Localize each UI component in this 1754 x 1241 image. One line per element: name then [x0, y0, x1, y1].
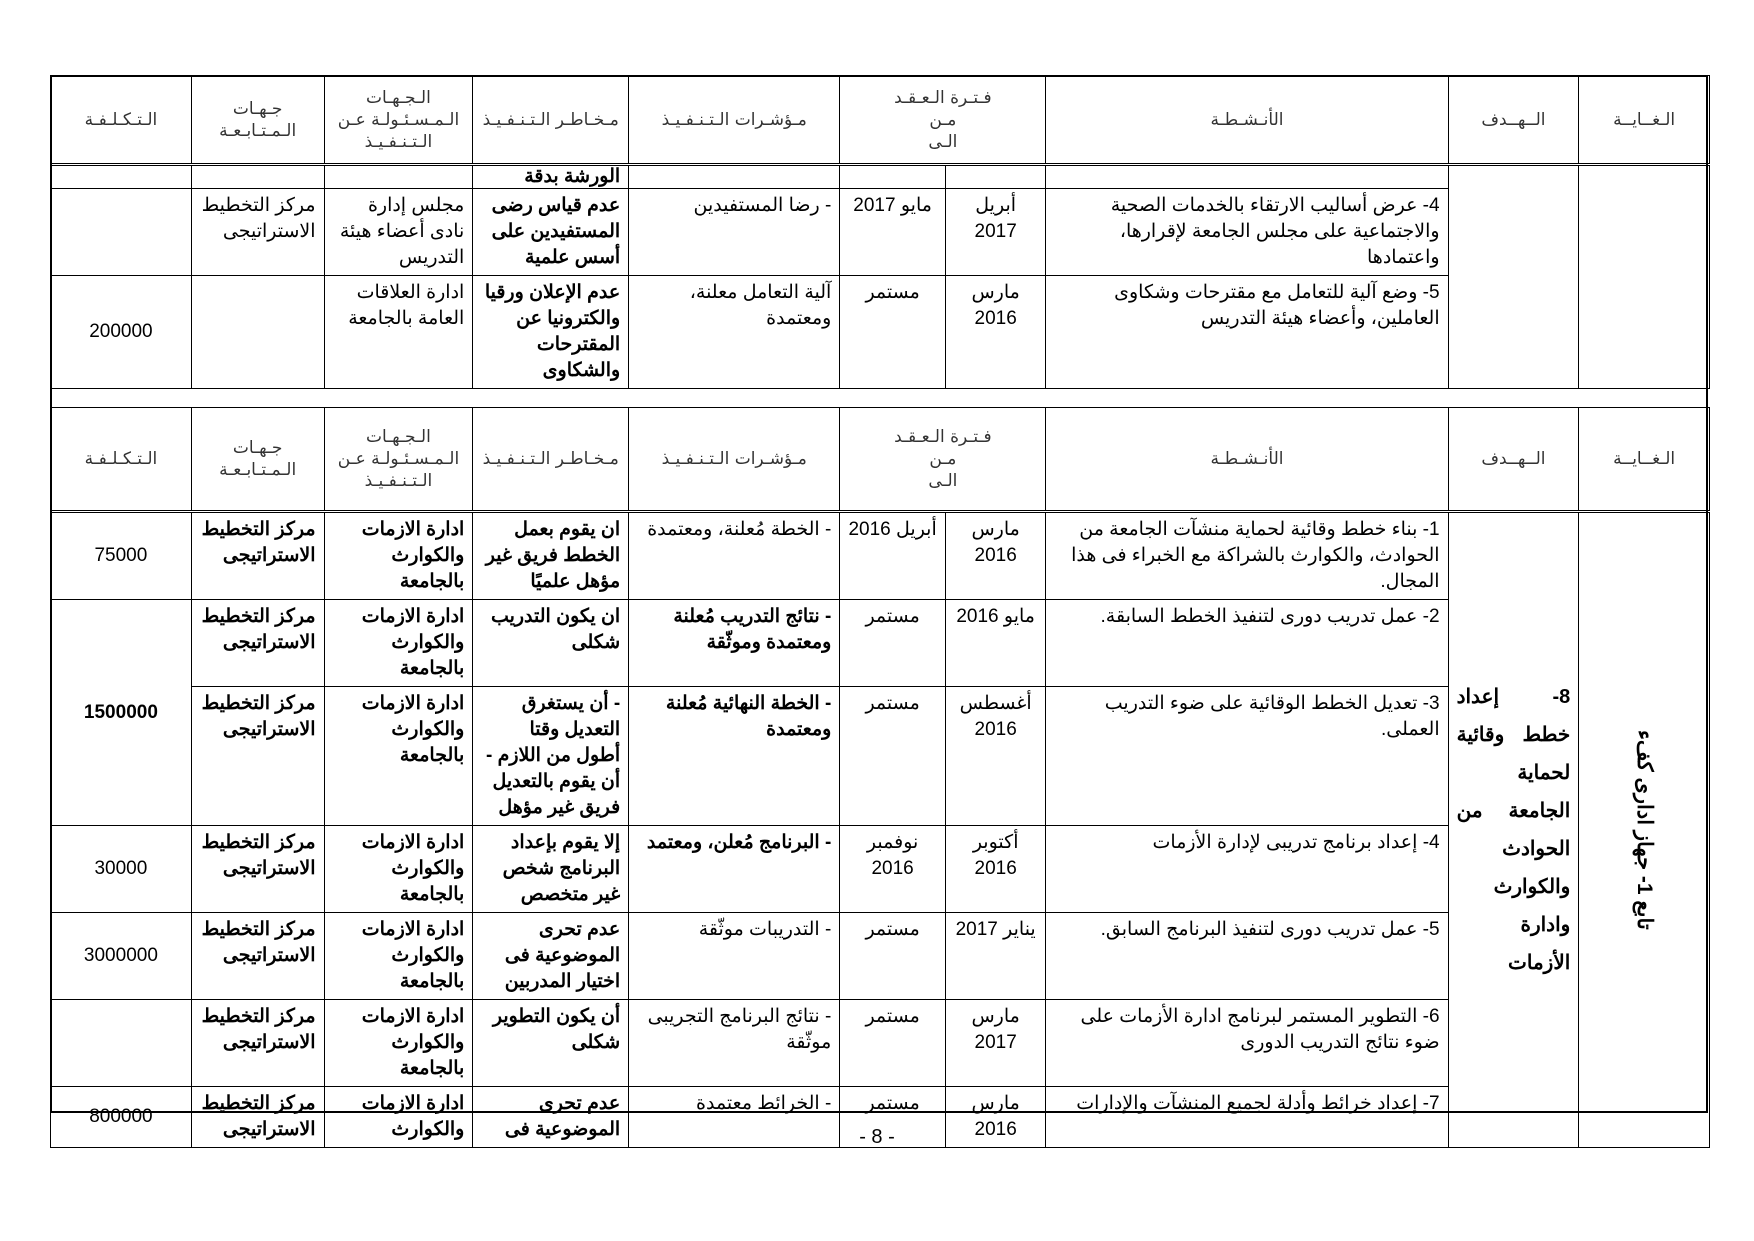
to-cell: مستمر — [840, 913, 946, 1000]
risk-cell: ان يقوم بعمل الخطط فريق غير مؤهل علميًا — [473, 512, 629, 600]
monitoring-cell: مركز التخطيط الاستراتيجى — [191, 189, 324, 276]
from-cell: أغسطس 2016 — [945, 687, 1046, 826]
responsible-cell: ادارة الازمات والكوارث بالجامعة — [324, 600, 473, 687]
header-cost: الـتـكـلـفـة — [51, 408, 192, 512]
activity-cell: 7- إعداد خرائط وأدلة لجميع المنشآت والإدارات — [1046, 1087, 1448, 1148]
header-activities: الأنـشـطـة — [1046, 76, 1448, 165]
header-responsible: الـجـهـات الـمـسـئـولـة عـن الـتـنـفـيـذ — [324, 408, 473, 512]
to-cell: مايو 2017 — [840, 189, 946, 276]
header-cost: الـتـكـلـفـة — [51, 76, 192, 165]
from-cell: مارس 2016 — [945, 1087, 1046, 1148]
objective-text: 8- إعداد خطط وقائية لحماية الجامعة من الحوادث والكوارث وادارة الأزمات — [1456, 686, 1571, 974]
responsible-cell: ادارة الازمات والكوارث — [324, 1087, 473, 1148]
risk-cell: أن يكون التطوير شكلى — [473, 1000, 629, 1087]
header-period-from: مـن — [929, 449, 957, 469]
responsible-cell: ادارة الازمات والكوارث بالجامعة — [324, 826, 473, 913]
header-indicators: مـؤشـرات الـتـنـفـيـذ — [629, 408, 840, 512]
activity-cell: 4- عرض أساليب الارتقاء بالخدمات الصحية والاجتماعية على مجلس الجامعة لإقرارها، واعتمادها — [1046, 189, 1448, 276]
table-row — [51, 512, 1710, 600]
header-goal: الـغــايــة — [1579, 76, 1710, 165]
header-responsible: الـجـهـات الـمـسـئـولـة عـن الـتـنـفـيـذ — [324, 76, 473, 165]
to-cell: مستمر — [840, 1000, 946, 1087]
cost-cell — [51, 1000, 192, 1087]
header-period-title: فـتـرة الـعـقـد — [894, 87, 992, 108]
responsible-cell: ادارة العلاقات العامة بالجامعة — [324, 276, 473, 389]
indicator-cell: - نتائج البرنامج التجريبى موثّقة — [629, 1000, 840, 1087]
to-cell: مستمر — [840, 600, 946, 687]
indicator-cell: - الخطة النهائية مُعلنة ومعتمدة — [629, 687, 840, 826]
indicator-cell: آلية التعامل معلنة، ومعتمدة — [629, 276, 840, 389]
risk-cell: - أن يستغرق التعديل وقتا أطول من اللازم - أن يقوم بالتعديل فريق غير مؤهل — [473, 687, 629, 826]
cost-cell: 75000 — [51, 512, 192, 600]
monitoring-cell: مركز التخطيط الاستراتيجى — [191, 913, 324, 1000]
from-cell: مارس 2017 — [945, 1000, 1046, 1087]
cost-cell — [51, 189, 192, 276]
activity-cell: 1- بناء خطط وقائية لحماية منشآت الجامعة من الحوادث، والكوارث بالشراكة مع الخبراء فى هذا المجال. — [1046, 512, 1448, 600]
cost-cell — [51, 165, 192, 189]
cost-cell: 30000 — [51, 826, 192, 913]
to-cell: مستمر — [840, 1087, 946, 1148]
indicator-cell: - البرنامج مُعلن، ومعتمد — [629, 826, 840, 913]
cost-cell: 3000000 — [51, 913, 192, 1000]
cost-cell: 800000 — [51, 1087, 192, 1148]
monitoring-cell: مركز التخطيط الاستراتيجى — [191, 826, 324, 913]
activity-cell: 6- التطوير المستمر لبرنامج ادارة الأزمات على ضوء نتائج التدريب الدورى — [1046, 1000, 1448, 1087]
indicator-cell: - التدريبات موثّقة — [629, 913, 840, 1000]
plan-table-top — [50, 75, 1710, 389]
monitoring-cell: مركز التخطيط الاستراتيجى — [191, 600, 324, 687]
goal-cell — [1579, 165, 1710, 389]
from-cell: مايو 2016 — [945, 600, 1046, 687]
risk-cell: عدم الإعلان ورقيا والكترونيا عن المقترحات والشكاوى — [473, 276, 629, 389]
table-header-row — [51, 76, 1710, 165]
to-cell: أبريل 2016 — [840, 512, 946, 600]
header-period-to: الـى — [928, 471, 958, 491]
plan-table-bottom — [50, 407, 1710, 1148]
header-period — [840, 408, 1046, 512]
monitoring-cell — [191, 165, 324, 189]
header-objective: الــهــدف — [1448, 408, 1579, 512]
indicator-cell: - رضا المستفيدين — [629, 189, 840, 276]
from-cell: أكتوبر 2016 — [945, 826, 1046, 913]
goal-text: تابع 1- جهاز ادارى كفء — [1633, 730, 1657, 930]
to-cell: مستمر — [840, 687, 946, 826]
activity-cell: 2- عمل تدريب دورى لتنفيذ الخطط السابقة. — [1046, 600, 1448, 687]
header-monitoring: جـهـات الـمـتـابـعـة — [191, 76, 324, 165]
cost-cell: 200000 — [51, 276, 192, 389]
responsible-cell: ادارة الازمات والكوارث بالجامعة — [324, 913, 473, 1000]
header-objective: الــهــدف — [1448, 76, 1579, 165]
monitoring-cell: مركز التخطيط الاستراتيجى — [191, 1000, 324, 1087]
risk-cell: عدم تحرى الموضوعية فى — [473, 1087, 629, 1148]
to-cell: مستمر — [840, 276, 946, 389]
monitoring-cell: مركز التخطيط الاستراتيجى — [191, 1087, 324, 1148]
indicator-cell: - الخطة مُعلنة، ومعتمدة — [629, 512, 840, 600]
objective-cell — [1448, 512, 1579, 1148]
header-period-to: الـى — [928, 131, 958, 152]
header-period — [840, 76, 1046, 165]
monitoring-cell: مركز التخطيط الاستراتيجى — [191, 512, 324, 600]
risk-cell: إلا يقوم بإعداد البرنامج شخص غير متخصص — [473, 826, 629, 913]
cost-cell: 1500000 — [51, 600, 192, 826]
header-period-from: مـن — [929, 109, 957, 130]
risk-cell: عدم تحرى الموضوعية فى اختيار المدربين — [473, 913, 629, 1000]
header-monitoring: جـهـات الـمـتـابـعـة — [191, 408, 324, 512]
header-risks: مـخـاطـر الـتـنـفـيـذ — [473, 408, 629, 512]
activity-cell: 3- تعديل الخطط الوقائية على ضوء التدريب العملى. — [1046, 687, 1448, 826]
to-cell — [840, 165, 946, 189]
activity-cell: 4- إعداد برنامج تدريبى لإدارة الأزمات — [1046, 826, 1448, 913]
risk-cell: الورشة بدقة — [473, 165, 629, 189]
responsible-cell: ادارة الازمات والكوارث بالجامعة — [324, 687, 473, 826]
responsible-cell: ادارة الازمات والكوارث بالجامعة — [324, 512, 473, 600]
monitoring-cell — [191, 276, 324, 389]
goal-cell — [1579, 512, 1710, 1148]
table-header-row — [51, 408, 1710, 512]
objective-cell — [1448, 165, 1579, 389]
header-activities: الأنـشـطـة — [1046, 408, 1448, 512]
from-cell: أبريل 2017 — [945, 189, 1046, 276]
table-row — [51, 165, 1710, 189]
header-goal: الـغــايــة — [1579, 408, 1710, 512]
risk-cell: عدم قياس رضى المستفيدين على أسس علمية — [473, 189, 629, 276]
page-number: - 8 - — [859, 1126, 895, 1148]
activity-cell — [1046, 165, 1448, 189]
header-risks: مـخـاطـر الـتـنـفـيـذ — [473, 76, 629, 165]
responsible-cell: ادارة الازمات والكوارث بالجامعة — [324, 1000, 473, 1087]
responsible-cell: مجلس إدارة نادى أعضاء هيئة التدريس — [324, 189, 473, 276]
header-period-title: فـتـرة الـعـقـد — [894, 427, 992, 447]
from-cell — [945, 165, 1046, 189]
indicator-cell: - الخرائط معتمدة — [629, 1087, 840, 1148]
indicator-cell — [629, 165, 840, 189]
monitoring-cell: مركز التخطيط الاستراتيجى — [191, 687, 324, 826]
header-indicators: مـؤشـرات الـتـنـفـيـذ — [629, 76, 840, 165]
indicator-cell: - نتائج التدريب مُعلنة ومعتمدة وموثّقة — [629, 600, 840, 687]
risk-cell: ان يكون التدريب شكلى — [473, 600, 629, 687]
from-cell: مارس 2016 — [945, 276, 1046, 389]
activity-cell: 5- وضع آلية للتعامل مع مقترحات وشكاوى العاملين، وأعضاء هيئة التدريس — [1046, 276, 1448, 389]
activity-cell: 5- عمل تدريب دورى لتنفيذ البرنامج السابق. — [1046, 913, 1448, 1000]
responsible-cell — [324, 165, 473, 189]
from-cell: مارس 2016 — [945, 512, 1046, 600]
to-cell: نوفمبر 2016 — [840, 826, 946, 913]
from-cell: يناير 2017 — [945, 913, 1046, 1000]
